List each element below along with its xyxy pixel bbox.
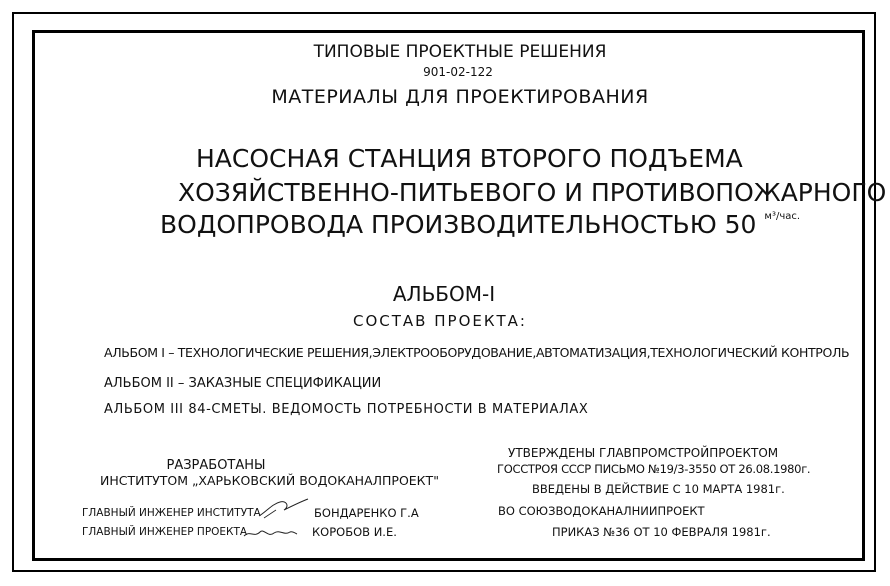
title-line-3	[160, 212, 800, 237]
developed-label: РАЗРАБОТАНЫ	[166, 458, 266, 473]
approved-line-1: УТВЕРЖДЕНЫ ГЛАВПРОМСТРОЙПРОЕКТОМ	[508, 446, 779, 460]
project-engineer-label: ГЛАВНЫЙ ИНЖЕНЕР ПРОЕКТА	[82, 526, 248, 538]
album-item-2: АЛЬБОМ II – ЗАКАЗНЫЕ СПЕЦИФИКАЦИИ	[104, 376, 382, 391]
project-engineer-signature	[242, 524, 298, 542]
contents-label: СОСТАВ ПРОЕКТА:	[353, 312, 527, 330]
title-line-2: ХОЗЯЙСТВЕННО-ПИТЬЕВОГО И ПРОТИВОПОЖАРНОГО	[178, 178, 887, 207]
album-item-1: АЛЬБОМ I – ТЕХНОЛОГИЧЕСКИЕ РЕШЕНИЯ,ЭЛЕКТРООБОРУДОВАНИЕ,АВТОМАТИЗАЦИЯ,ТЕХНОЛОГИЧЕСКИЙ КОНТРОЛЬ	[104, 345, 850, 360]
approved-line-3: ВВЕДЕНЫ В ДЕЙСТВИЕ С 10 МАРТА 1981г.	[532, 482, 785, 496]
project-engineer-name: КОРОБОВ И.Е.	[312, 525, 397, 539]
chief-engineer-label: ГЛАВНЫЙ ИНЖЕНЕР ИНСТИТУТА	[82, 507, 261, 519]
album-item-3: АЛЬБОМ III 84-СМЕТЫ. ВЕДОМОСТЬ ПОТРЕБНОСТИ В МАТЕРИАЛАХ	[104, 402, 589, 417]
materials-heading: МАТЕРИАЛЫ ДЛЯ ПРОЕКТИРОВАНИЯ	[271, 86, 649, 108]
chief-engineer-name: БОНДАРЕНКО Г.А	[314, 506, 419, 520]
approved-line-5: ПРИКАЗ №36 ОТ 10 ФЕВРАЛЯ 1981г.	[552, 525, 771, 539]
approved-line-2: ГОССТРОЯ СССР ПИСЬМО №19/3-3550 ОТ 26.08.1980г.	[497, 462, 811, 476]
developer-institute: ИНСТИТУТОМ „ХАРЬКОВСКИЙ ВОДОКАНАЛПРОЕКТ"	[100, 473, 439, 488]
series-title: ТИПОВЫЕ ПРОЕКТНЫЕ РЕШЕНИЯ	[313, 42, 607, 62]
capacity-unit: м³/час.	[764, 211, 801, 222]
album-heading: АЛЬБОМ-I	[392, 282, 496, 306]
chief-engineer-signature	[256, 496, 310, 520]
approved-line-4: ВО СОЮЗВОДОКАНАЛНИИПРОЕКТ	[498, 504, 705, 518]
title-line-1: НАСОСНАЯ СТАНЦИЯ ВТОРОГО ПОДЪЕМА	[196, 144, 743, 173]
title-line-3-text: ВОДОПРОВОДА ПРОИЗВОДИТЕЛЬНОСТЬЮ 50	[160, 210, 757, 239]
document-code: 901-02-122	[423, 65, 493, 79]
